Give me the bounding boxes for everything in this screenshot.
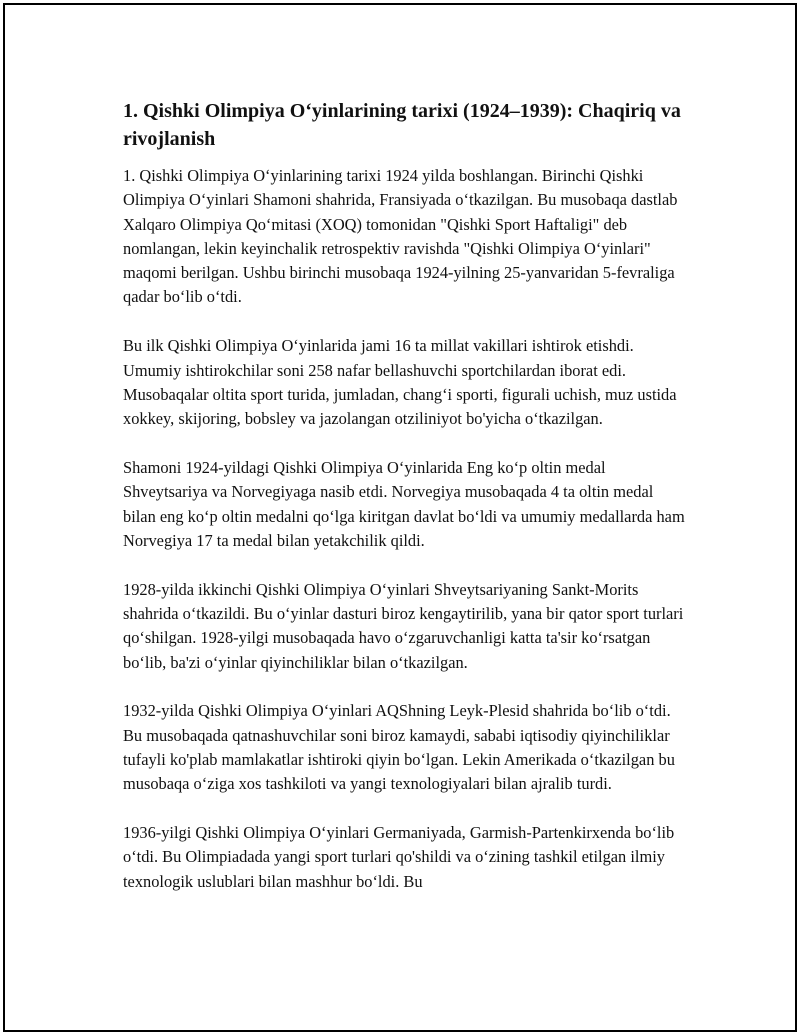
section-heading: 1. Qishki Olimpiya O‘yinlarining tarixi (1924–1939): Chaqiriq va rivojlanish — [123, 100, 681, 150]
paragraph-3: Shamoni 1924-yildagi Qishki Olimpiya O‘yinlarida Eng ko‘p oltin medal Shveytsariya va Norvegiyaga nasib etdi. Norvegiya musobaqada 4 ta oltin medal bilan eng ko‘p oltin medalni qo‘lga kiritgan davlat bo‘ldi va umumiy medallarda ham Norvegiya 17 ta medal bilan yetakchilik qildi. — [123, 457, 685, 550]
paragraph-1: 1. Qishki Olimpiya O‘yinlarining tarixi 1924 yilda boshlangan. Birinchi Qishki Olimpiya O‘yinlari Shamoni shahrida, Fransiyada o‘tkazilgan. Bu musobaqa dastlab Xalqaro Olimpiya Qo‘mitasi (XOQ) tomonidan "Qishki Sport Haftaligi" deb nomlangan, lekin keyinchalik retrospektiv ravishda "Qishki Olimpiya O‘yinlari" maqomi berilgan. Ushbu birinchi musobaqa 1924-yilning 25-yanvaridan 5-fevraliga qadar bo‘lib o‘tdi. — [123, 166, 678, 307]
paragraph-2: Bu ilk Qishki Olimpiya O‘yinlarida jami 16 ta millat vakillari ishtirok etishdi. Umumiy ishtirokchilar soni 258 nafar bellashuvchi sportchilardan iborat edi. Musobaqalar oltita sport turida, jumladan, chang‘i sporti, figurali uchish, muz ustida xokkey, skijoring, bobsley va jazolangan otziliniyot bo'yicha o‘tkazilgan. — [123, 336, 677, 429]
page-frame — [3, 3, 797, 1032]
paragraph-5: 1932-yilda Qishki Olimpiya O‘yinlari AQShning Leyk-Plesid shahrida bo‘lib o‘tdi. Bu musobaqada qatnashuvchilar soni biroz kamaydi, sababi iqtisodiy qiyinchiliklar tufayli ko'plab mamlakatlar ishtiroki qiyin bo‘lgan. Lekin Amerikada o‘tkazilgan bu musobaqa o‘ziga xos tashkiloti va yangi texnologiyalari bilan ajralib turdi. — [123, 701, 675, 794]
paragraph-4: 1928-yilda ikkinchi Qishki Olimpiya O‘yinlari Shveytsariyaning Sankt-Morits shahrida o‘tkazildi. Bu o‘yinlar dasturi biroz kengaytirilib, yana bir qator sport turlari qo‘shilgan. 1928-yilgi musobaqada havo o‘zgaruvchanligi katta ta'sir ko‘rsatgan bo‘lib, ba'zi o‘yinlar qiyinchiliklar bilan o‘tkazilgan. — [123, 579, 684, 672]
paragraph-6: 1936-yilgi Qishki Olimpiya O‘yinlari Germaniyada, Garmish-Partenkirxenda bo‘lib o‘tdi. Bu Olimpiadada yangi sport turlari qo'shildi va o‘zining tashkil etilgan ilmiy texnologik uslublari bilan mashhur bo‘ldi. Bu — [123, 823, 675, 891]
document-body — [123, 97, 688, 918]
